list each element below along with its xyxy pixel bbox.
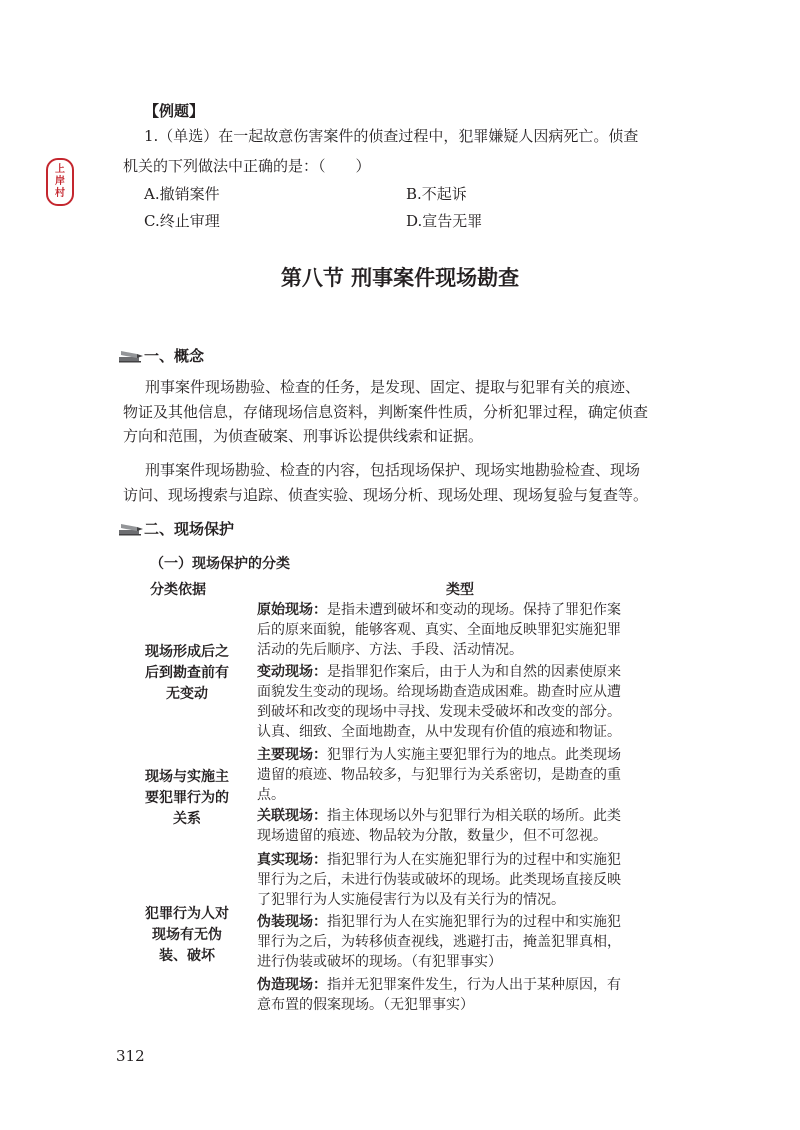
text-line: 刑事案件现场勘验、检查的内容，包括现场保护、现场实地勘验检查、现场 xyxy=(145,461,641,479)
type-entry xyxy=(257,912,685,972)
type-term: 变动现场： xyxy=(257,664,327,680)
option-b: B.不起诉 xyxy=(406,185,467,203)
type-term: 伪造现场： xyxy=(257,977,327,993)
option-a: A.撤销案件 xyxy=(144,185,220,203)
text-line: 遗留的痕迹、物品较多，与犯罪行为关系密切，是勘查的重 xyxy=(257,767,621,783)
basis-cell xyxy=(127,904,247,967)
question-line-1: 1.（单选）在一起故意伤害案件的侦查过程中，犯罪嫌疑人因病死亡。侦查 xyxy=(144,127,639,145)
concept-paragraph-1 xyxy=(123,375,688,449)
text-line: 现场有无伪 xyxy=(152,927,222,943)
type-entry xyxy=(257,850,685,910)
pencil-icon xyxy=(118,349,144,363)
text-line: 指犯罪行为人在实施犯罪行为的过程中和实施犯 xyxy=(327,914,621,930)
basis-cell xyxy=(127,767,247,830)
type-term: 真实现场： xyxy=(257,852,327,868)
text-line: 面貌发生变动的现场。给现场勘查造成困难。勘查时应从遭 xyxy=(257,684,621,700)
text-line: 是指罪犯作案后，由于人为和自然的因素使原来 xyxy=(327,664,621,680)
concept-heading: 一、概念 xyxy=(144,347,205,365)
type-entry xyxy=(257,806,685,846)
type-term: 主要现场： xyxy=(257,747,327,763)
option-c: C.终止审理 xyxy=(144,212,220,230)
text-line: 犯罪行为人实施主要犯罪行为的地点。此类现场 xyxy=(327,747,621,763)
type-entry xyxy=(257,975,685,1015)
text-line: 物证及其他信息，存储现场信息资料，判断案件性质，分析犯罪过程，确定侦查 xyxy=(123,402,649,421)
column-header-basis: 分类依据 xyxy=(150,582,206,598)
concept-heading-row xyxy=(118,345,204,366)
seal-char: 上 xyxy=(55,164,65,175)
text-line: 指犯罪行为人在实施犯罪行为的过程中和实施犯 xyxy=(327,852,621,868)
seal-char: 村 xyxy=(55,188,65,199)
text-line: 了犯罪行为人实施侵害行为以及有关行为的情况。 xyxy=(257,892,565,908)
page-number: 312 xyxy=(116,1047,145,1065)
protection-heading-row xyxy=(118,518,234,539)
pencil-icon xyxy=(118,522,144,536)
seal-logo xyxy=(46,158,74,206)
type-term: 伪装现场： xyxy=(257,914,327,930)
text-line: 装、破坏 xyxy=(159,948,215,964)
question-line-2: 机关的下列做法中正确的是：（ ） xyxy=(123,157,371,175)
text-line: 无变动 xyxy=(166,686,208,702)
type-entry xyxy=(257,600,685,660)
seal-char: 岸 xyxy=(55,176,65,187)
text-line: 到破坏和改变的现场中寻找、发现未受破坏和改变的部分。 xyxy=(257,704,621,720)
text-line: 关系 xyxy=(173,811,201,827)
text-line: 现场与实施主 xyxy=(145,769,229,785)
text-line: 后的原来面貌，能够客观、真实、全面地反映罪犯实施犯罪 xyxy=(257,622,621,638)
text-line: 进行伪装或破坏的现场。（有犯罪事实） xyxy=(257,954,502,970)
section-title: 第八节 刑事案件现场勘查 xyxy=(280,266,520,290)
text-line: 后到勘查前有 xyxy=(145,665,229,681)
type-term: 原始现场： xyxy=(257,602,327,618)
text-line: 指并无犯罪案件发生，行为人出于某种原因，有 xyxy=(327,977,621,993)
example-heading: 【例题】 xyxy=(144,102,205,120)
text-line: 认真、细致、全面地勘查，从中发现有价值的痕迹和物证。 xyxy=(257,724,621,740)
text-line: 访问、现场搜索与追踪、侦查实验、现场分析、现场处理、现场复验与复查等。 xyxy=(123,485,649,504)
text-line: 现场遗留的痕迹、物品较为分散，数量少，但不可忽视。 xyxy=(257,828,607,844)
text-line: 点。 xyxy=(257,787,285,803)
text-line: 罪行为之后，未进行伪装或破坏的现场。此类现场直接反映 xyxy=(257,872,621,888)
text-line: 意布置的假案现场。（无犯罪事实） xyxy=(257,997,474,1013)
type-entry xyxy=(257,662,685,742)
text-line: 要犯罪行为的 xyxy=(145,790,229,806)
text-line: 指主体现场以外与犯罪行为相关联的场所。此类 xyxy=(327,808,621,824)
text-line: 刑事案件现场勘验、检查的任务，是发现、固定、提取与犯罪有关的痕迹、 xyxy=(145,378,641,396)
concept-paragraph-2 xyxy=(123,458,688,507)
text-line: 犯罪行为人对 xyxy=(145,906,229,922)
type-term: 关联现场： xyxy=(257,808,327,824)
text-line: 活动的先后顺序、方法、手段、活动情况。 xyxy=(257,642,523,658)
text-line: 是指未遭到破坏和变动的现场。保持了罪犯作案 xyxy=(327,602,621,618)
text-line: 现场形成后之 xyxy=(145,644,229,660)
basis-cell xyxy=(127,642,247,705)
text-line: 罪行为之后，为转移侦查视线，逃避打击，掩盖犯罪真相， xyxy=(257,934,621,950)
protection-subheading: （一）现场保护的分类 xyxy=(150,556,290,572)
option-d: D.宣告无罪 xyxy=(406,212,483,230)
text-line: 方向和范围，为侦查破案、刑事诉讼提供线索和证据。 xyxy=(123,427,484,445)
type-entry xyxy=(257,745,685,805)
column-header-type: 类型 xyxy=(446,582,474,598)
protection-heading: 二、现场保护 xyxy=(144,520,235,538)
